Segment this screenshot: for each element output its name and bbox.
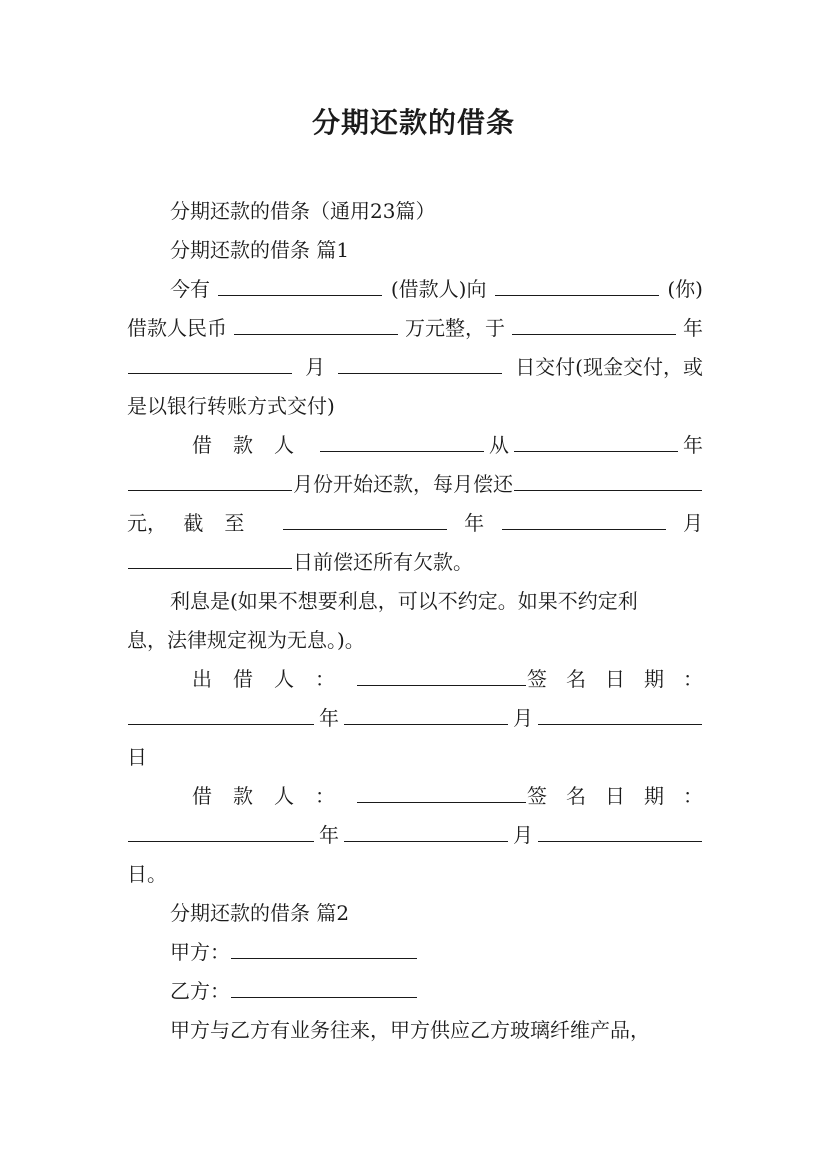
month-blank <box>344 702 508 725</box>
month-blank <box>502 507 666 530</box>
lender-name-blank <box>495 273 659 296</box>
year-blank <box>283 507 447 530</box>
party-a-line <box>127 933 703 972</box>
p2-line-1 <box>127 426 703 465</box>
p4-line-1: 甲方与乙方有业务往来，甲方供应乙方玻璃纤维产品， <box>170 1018 650 1042</box>
day-blank <box>538 702 702 725</box>
amount-blank <box>234 312 398 335</box>
p1-line-4: 是以银行转账方式交付) <box>127 394 335 418</box>
borrower-day-line: 日。 <box>127 862 167 886</box>
party-b-line <box>127 972 703 1011</box>
subtitle: 分期还款的借条（通用23篇） <box>170 199 436 223</box>
p2-line-3 <box>127 504 703 543</box>
p1-text: (借款人)向 <box>390 277 487 301</box>
month-label: 月 <box>513 823 533 847</box>
p1-text: 年 <box>683 316 703 340</box>
year-label: 年 <box>319 823 339 847</box>
p2-text: 借款人 <box>192 433 315 457</box>
section-1-heading: 分期还款的借条 篇1 <box>170 238 350 262</box>
lender-label: 出借人： <box>192 667 356 691</box>
section-2-heading: 分期还款的借条 篇2 <box>170 901 350 925</box>
p1-text: 日交付(现金交付，或 <box>515 355 703 379</box>
p1-text: (你) <box>667 277 703 301</box>
borrower-date-line <box>127 816 703 855</box>
lender-date-line <box>127 699 703 738</box>
p1-line-2 <box>127 309 703 348</box>
p1-text: 今有 <box>170 277 210 301</box>
p1-line-1 <box>127 270 703 309</box>
party-a-blank <box>231 936 417 959</box>
p2-text: 月份开始还款，每月偿还 <box>293 472 513 496</box>
day-blank <box>338 351 502 374</box>
p2-text: 元， <box>127 511 167 535</box>
party-b-blank <box>231 975 417 998</box>
p1-text: 万元整，于 <box>405 316 505 340</box>
p2-text: 截至 <box>183 511 266 535</box>
borrower-label: 借款人： <box>192 784 356 808</box>
day-blank <box>538 819 702 842</box>
p1-line-3 <box>127 348 703 387</box>
p2-line-2 <box>127 465 703 504</box>
year-blank <box>514 429 678 452</box>
borrower-name-blank <box>218 273 382 296</box>
lender-day-line: 日 <box>127 745 147 769</box>
p2-text: 月 <box>682 511 703 535</box>
borrower-signature-blank <box>357 780 526 803</box>
borrower-name-blank <box>320 429 484 452</box>
year-blank <box>128 702 314 725</box>
year-blank <box>512 312 676 335</box>
borrower-signature-line <box>127 777 722 816</box>
lender-signature-blank <box>357 663 526 686</box>
lender-signature-line <box>127 660 722 699</box>
sign-date-label: 签名日期： <box>527 667 722 691</box>
p1-text: 借款人民币 <box>127 316 227 340</box>
party-b-label: 乙方： <box>170 979 230 1003</box>
month-blank <box>128 468 292 491</box>
month-blank <box>128 351 292 374</box>
day-blank <box>128 546 292 569</box>
sign-date-label: 签名日期： <box>527 784 722 808</box>
month-blank <box>344 819 508 842</box>
month-label: 月 <box>513 706 533 730</box>
year-label: 年 <box>319 706 339 730</box>
p1-text: 月 <box>305 355 326 379</box>
p2-text: 从 <box>489 433 509 457</box>
p2-text: 日前偿还所有欠款。 <box>293 550 473 574</box>
document-title: 分期还款的借条 <box>311 106 515 139</box>
p3-line-2: 息，法律规定视为无息。)。 <box>127 628 365 652</box>
year-blank <box>128 819 314 842</box>
party-a-label: 甲方： <box>170 940 230 964</box>
p3-line-1: 利息是(如果不想要利息，可以不约定。如果不约定利 <box>170 589 638 613</box>
p2-text: 年 <box>464 511 485 535</box>
p2-line-4 <box>127 543 703 582</box>
monthly-amount-blank <box>514 468 702 491</box>
p2-text: 年 <box>683 433 703 457</box>
